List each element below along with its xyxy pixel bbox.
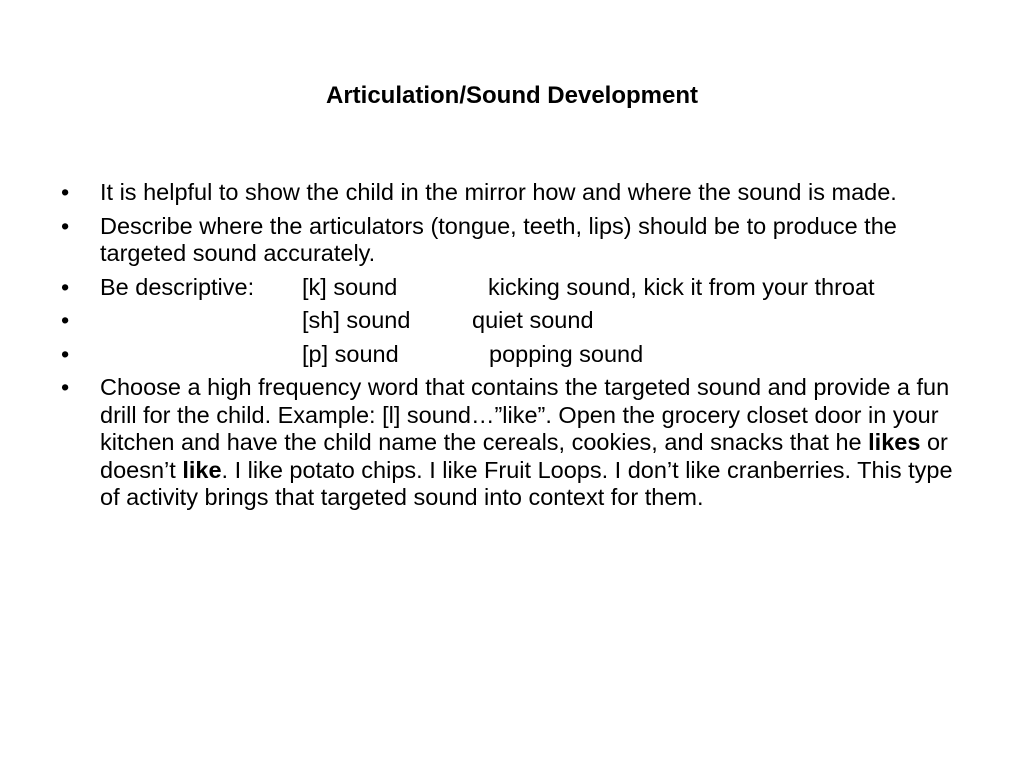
bullet-descriptive-sh [56, 307, 976, 335]
sound-k: [k] sound [302, 273, 398, 300]
drill-bold-like: like [182, 456, 222, 483]
descriptive-label: Be descriptive: [100, 273, 255, 300]
bullet-dot: • [61, 212, 70, 239]
drill-text-2: or doesn’t [100, 429, 948, 483]
sound-k-description: kicking sound, kick it from your throat [488, 273, 875, 300]
slide-title: Articulation/Sound Development [325, 82, 699, 109]
bullet-mirror [56, 179, 976, 207]
bullet-dot: • [61, 340, 70, 367]
sound-sh: [sh] sound [302, 307, 411, 333]
sound-p-description: popping sound [489, 340, 644, 367]
bullet-list [56, 179, 976, 518]
bullet-descriptive-p [56, 341, 976, 369]
bullet-dot: • [61, 374, 70, 400]
bullet-text: It is helpful to show the child in the mirror how and where the sound is made. [100, 179, 897, 205]
bullet-descriptive-k [56, 274, 976, 302]
drill-bold-likes: likes [868, 429, 921, 455]
sound-sh-description: quiet sound [472, 307, 594, 333]
bullet-dot: • [61, 307, 70, 333]
drill-text-1: Choose a high frequency word that contains the targeted sound and provide a fun drill for the child. Example: [l] sound…”like”. Open the grocery closet door in your kitchen and have the child name the cereals, cookies, and snacks that he [100, 374, 950, 455]
bullet-text: Describe where the articulators (tongue, teeth, lips) should be to produce the targeted sound accurately. [100, 212, 897, 266]
drill-text-3: . I like potato chips. I like Fruit Loops. I don’t like cranberries. This type of activity brings that targeted sound into context for them. [100, 456, 953, 510]
sound-p: [p] sound [302, 340, 399, 367]
bullet-drill [56, 374, 976, 512]
bullet-dot: • [61, 273, 70, 300]
bullet-articulators [56, 213, 976, 268]
bullet-dot: • [61, 179, 70, 205]
